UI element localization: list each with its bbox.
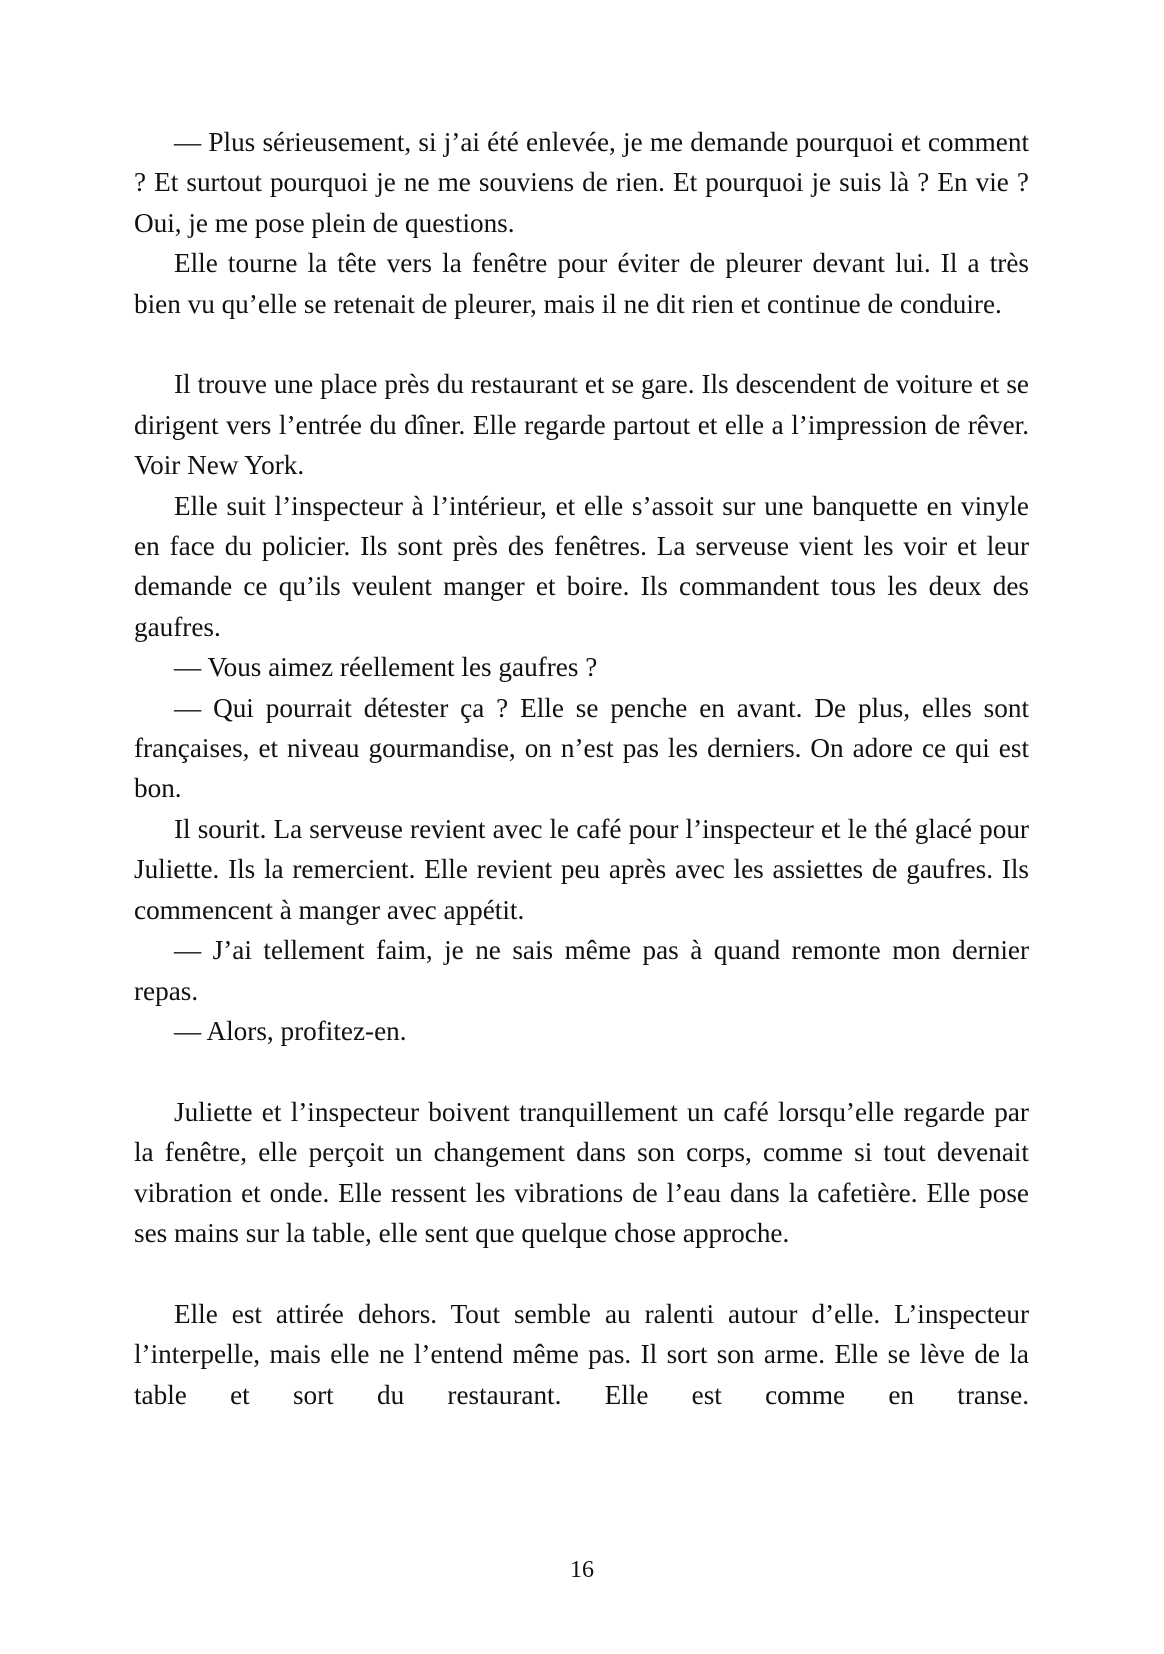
- paragraph-dialogue: — Plus sérieusement, si j’ai été enlevée, je me demande pourquoi et comment ? Et surtout pourquoi je ne me souviens de rien. Et pourquoi je suis là ? En vie ? Oui, je me pose plein de questions.: [134, 127, 1029, 238]
- text-body: [134, 122, 1029, 1415]
- section-break: [134, 1253, 1029, 1293]
- section-break: [134, 324, 1029, 364]
- paragraph-dialogue: — Vous aimez réellement les gaufres ?: [174, 652, 598, 683]
- section-break: [134, 1051, 1029, 1091]
- paragraph: Il sourit. La serveuse revient avec le café pour l’inspecteur et le thé glacé pour Juliette. Ils la remercient. Elle revient peu après avec les assiettes de gaufres. Ils commencent à manger avec appétit.: [134, 813, 1029, 925]
- paragraph-continued: Elle est attirée dehors. Tout semble au ralenti autour d’elle. L’inspecteur l’interpelle, mais elle ne l’entend même pas. Il sort son arme. Elle se lève de la table et sort du restaurant. Elle est comme en transe.: [134, 1298, 1029, 1410]
- paragraph-dialogue: — J’ai tellement faim, je ne sais même pas à quand remonte mon dernier repas.: [134, 935, 1029, 1006]
- paragraph: Il trouve une place près du restaurant et se gare. Ils descendent de voiture et se dirigent vers l’entrée du dîner. Elle regarde partout et elle a l’impression de rêver. Voir New York.: [134, 369, 1029, 481]
- page-number: 16: [570, 1557, 594, 1583]
- paragraph: Juliette et l’inspecteur boivent tranquillement un café lorsqu’elle regarde par la fenêtre, elle perçoit un changement dans son corps, comme si tout devenait vibration et onde. Elle ressent les vibrations de l’eau dans la cafetière. Elle pose ses mains sur la table, elle sent que quelque chose approche.: [134, 1096, 1029, 1248]
- paragraph-dialogue: — Qui pourrait détester ça ? Elle se penche en avant. De plus, elles sont françaises, et niveau gourmandise, on n’est pas les derniers. On adore ce qui est bon.: [134, 692, 1029, 804]
- paragraph: Elle suit l’inspecteur à l’intérieur, et elle s’assoit sur une banquette en vinyle en face du policier. Ils sont près des fenêtres. La serveuse vient les voir et leur demande ce qu’ils veulent manger et boire. Ils commandent tous les deux des gaufres.: [134, 490, 1029, 642]
- paragraph: Elle tourne la tête vers la fenêtre pour éviter de pleurer devant lui. Il a très bien vu qu’elle se retenait de pleurer, mais il ne dit rien et continue de conduire.: [134, 248, 1029, 319]
- paragraph-dialogue: — Alors, profitez-en.: [174, 1015, 407, 1046]
